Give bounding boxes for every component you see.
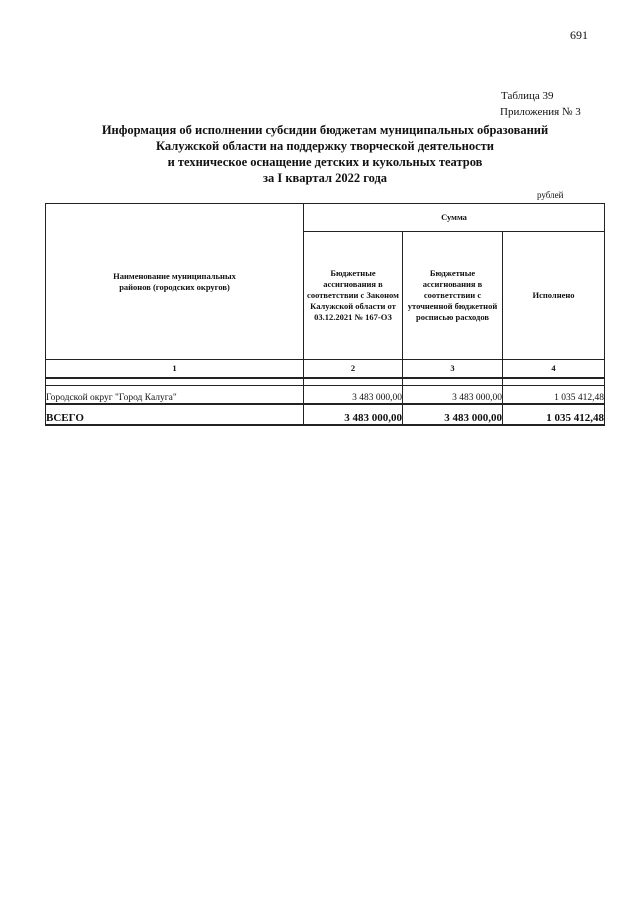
total-row <box>46 404 605 425</box>
total-label: ВСЕГО <box>46 404 304 425</box>
header-col-law: Бюджетные ассигнования в соответствии с Законом Калужской области от 03.12.2021 № 167-ОЗ <box>304 232 403 360</box>
total-executed-amount: 1 035 412,48 <box>503 404 605 425</box>
header-col-updated: Бюджетные ассигнования в соответствии с уточненной бюджетной росписью расходов <box>403 232 503 360</box>
header-number-2: 2 <box>304 360 403 379</box>
report-table <box>45 203 605 426</box>
row-updated-amount: 3 483 000,00 <box>403 386 503 405</box>
total-updated-amount: 3 483 000,00 <box>403 404 503 425</box>
title-line-3: и техническое оснащение детских и кукольных театров <box>167 155 483 169</box>
total-law-amount: 3 483 000,00 <box>304 404 403 425</box>
units-label: рублей <box>537 190 564 200</box>
header-name-column: Наименование муниципальных районов (городских округов) <box>46 204 304 360</box>
header-number-3: 3 <box>403 360 503 379</box>
spacer-cell <box>403 378 503 386</box>
table-number: Таблица 39 <box>501 90 554 102</box>
header-number-1: 1 <box>46 360 304 379</box>
page-number: 691 <box>570 28 588 42</box>
title-line-4: за I квартал 2022 года <box>262 171 388 185</box>
title-line-1: Информация об исполнении субсидии бюджетам муниципальных образований <box>101 123 549 137</box>
row-name: Городской округ "Город Калуга" <box>46 386 304 405</box>
title-line-2: Калужской области на поддержку творческой деятельности <box>155 139 494 153</box>
row-law-amount: 3 483 000,00 <box>304 386 403 405</box>
table-row <box>46 386 605 405</box>
appendix-label: Приложения № 3 <box>500 106 581 118</box>
spacer-cell <box>304 378 403 386</box>
header-col-executed: Исполнено <box>503 232 605 360</box>
spacer-cell <box>46 378 304 386</box>
header-number-4: 4 <box>503 360 605 379</box>
row-executed-amount: 1 035 412,48 <box>503 386 605 405</box>
header-sum-group: Сумма <box>304 204 605 232</box>
spacer-cell <box>503 378 605 386</box>
document-title <box>60 122 590 186</box>
